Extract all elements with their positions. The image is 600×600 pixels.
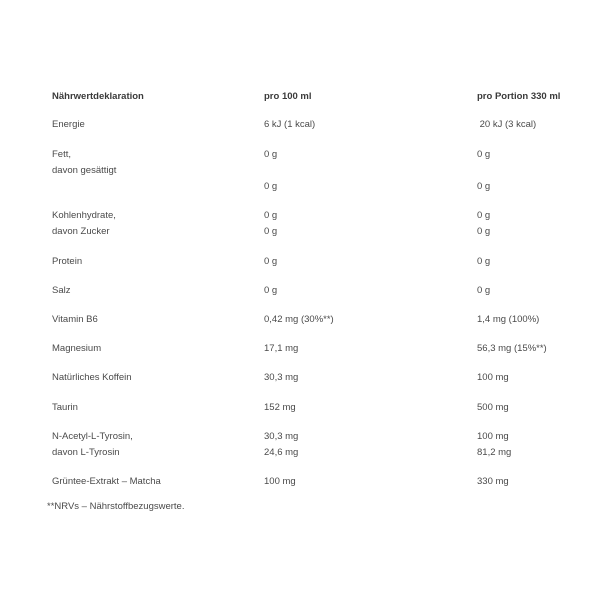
row-per-100ml: 17,1 mg xyxy=(264,343,299,354)
row-label: Grüntee-Extrakt – Matcha xyxy=(52,476,161,487)
row-per-portion: 0 g xyxy=(477,181,491,192)
header-label: Nährwertdeklaration xyxy=(52,91,144,102)
row-label: N-Acetyl-L-Tyrosin, davon L-Tyrosin xyxy=(52,431,133,458)
row-label: Salz xyxy=(52,285,71,296)
row-per-portion: 330 mg xyxy=(477,476,509,487)
row-per-100ml: 0 g xyxy=(264,149,278,160)
row-per-portion: 0 g xyxy=(477,149,491,160)
row-per-100ml: 6 kJ (1 kcal) xyxy=(264,119,316,130)
row-per-portion: 100 mg 81,2 mg xyxy=(477,431,512,458)
row-per-100ml: 30,3 mg xyxy=(264,372,299,383)
row-label: Fett, davon gesättigt xyxy=(52,149,117,176)
row-per-portion: 0 g xyxy=(477,256,491,267)
row-per-100ml: 0 g xyxy=(264,256,278,267)
row-label: Taurin xyxy=(52,402,78,413)
row-per-100ml: 0 g 0 g xyxy=(264,210,278,237)
row-per-100ml: 152 mg xyxy=(264,402,296,413)
row-label: Energie xyxy=(52,119,85,130)
row-label: Protein xyxy=(52,256,83,267)
row-per-100ml: 30,3 mg 24,6 mg xyxy=(264,431,299,458)
row-per-100ml: 100 mg xyxy=(264,476,296,487)
header-per-portion: pro Portion 330 ml xyxy=(477,91,561,102)
row-per-portion: 56,3 mg (15%**) xyxy=(477,343,547,354)
row-per-portion: 1,4 mg (100%) xyxy=(477,314,540,325)
row-per-portion: 20 kJ (3 kcal) xyxy=(477,119,537,130)
row-per-100ml: 0,42 mg (30%**) xyxy=(264,314,334,325)
header-per-100ml: pro 100 ml xyxy=(264,91,312,102)
row-label: Magnesium xyxy=(52,343,102,354)
row-per-portion: 0 g 0 g xyxy=(477,210,491,237)
row-per-portion: 100 mg xyxy=(477,372,509,383)
row-label: Vitamin B6 xyxy=(52,314,98,325)
footnote: **NRVs – Nährstoffbezugswerte. xyxy=(47,501,185,512)
row-per-100ml: 0 g xyxy=(264,181,278,192)
row-label: Natürliches Koffein xyxy=(52,372,132,383)
row-per-portion: 500 mg xyxy=(477,402,509,413)
row-per-portion: 0 g xyxy=(477,285,491,296)
row-label: Kohlenhydrate, davon Zucker xyxy=(52,210,116,237)
row-per-100ml: 0 g xyxy=(264,285,278,296)
